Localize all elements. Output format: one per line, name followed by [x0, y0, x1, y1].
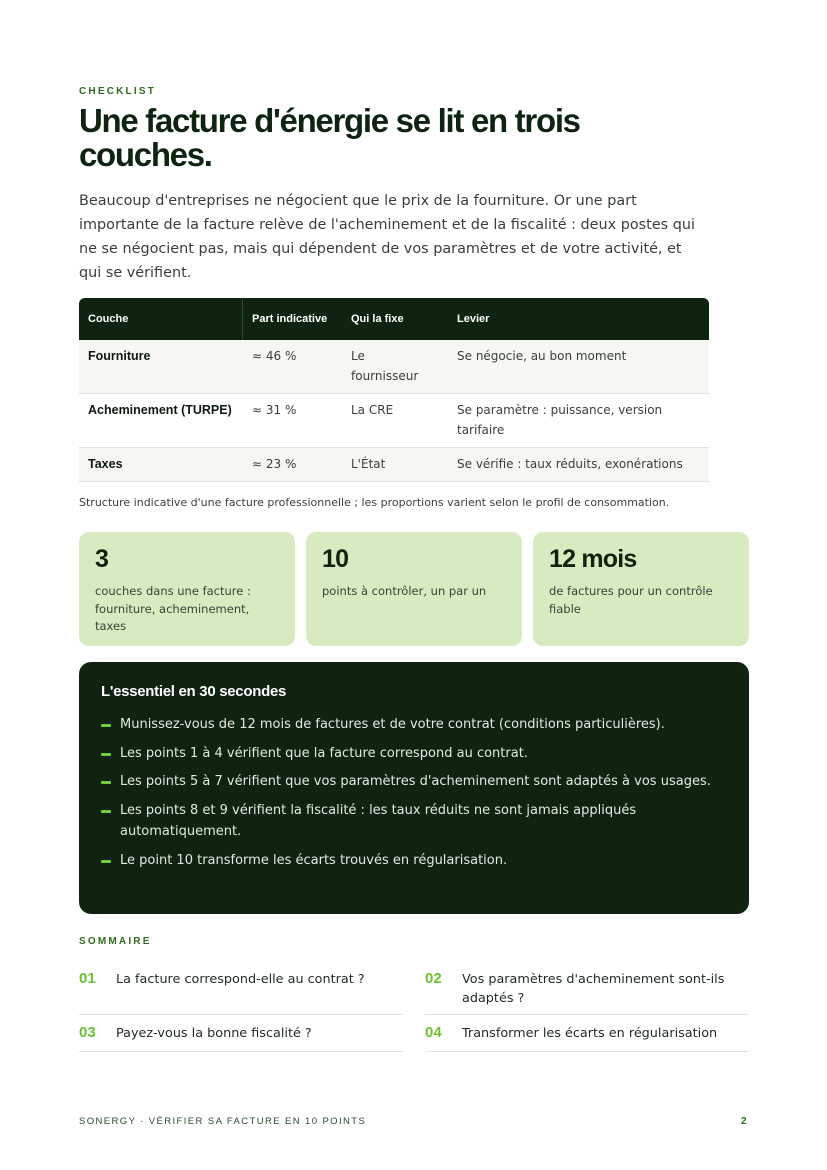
- dash-bullet-icon: [101, 753, 111, 756]
- table-cell: Se paramètre : puissance, version tarifaire: [457, 403, 663, 437]
- list-item-text: Les points 1 à 4 vérifient que la facture correspond au contrat.: [120, 745, 528, 761]
- stat-label: couches dans une facture : fourniture, acheminement, taxes: [95, 584, 251, 633]
- list-item: [101, 743, 727, 765]
- eyebrow-label: CHECKLIST: [79, 86, 157, 97]
- table-cell: Se vérifie : taux réduits, exonérations: [457, 457, 683, 471]
- table-cell: ≈ 46 %: [252, 349, 297, 363]
- list-item-text: Les points 5 à 7 vérifient que vos paramètres d'acheminement sont adaptés à vos usages.: [120, 774, 711, 789]
- list-item-text: Les points 8 et 9 vérifient la fiscalité : les taux réduits ne sont jamais appliqués automatiquement.: [120, 802, 637, 839]
- toc-item-04[interactable]: [425, 1023, 749, 1052]
- table-cell: Le fournisseur: [351, 349, 419, 383]
- list-item: [101, 800, 727, 843]
- table-header: [79, 298, 709, 340]
- toc-title: La facture correspond-elle au contrat ?: [116, 972, 365, 987]
- sommaire-label: SOMMAIRE: [79, 936, 152, 947]
- page-number: 2: [741, 1116, 747, 1127]
- toc-number: 01: [79, 970, 96, 987]
- toc-title: Vos paramètres d'acheminement sont-ils adaptés ?: [462, 972, 725, 1006]
- toc-title: Transformer les écarts en régularisation: [462, 1026, 718, 1041]
- dash-bullet-icon: [101, 781, 111, 784]
- table-cell: ≈ 31 %: [252, 403, 297, 417]
- column-header-part: Part indicative: [252, 312, 328, 325]
- essentials-box: [79, 662, 749, 914]
- column-header-levier: Levier: [457, 312, 490, 325]
- column-header-couche: Couche: [88, 312, 129, 325]
- list-item: [101, 850, 727, 872]
- table-cell: Fourniture: [88, 349, 151, 363]
- toc-item-01[interactable]: [79, 969, 403, 1015]
- stat-card: [306, 532, 522, 646]
- stat-card: [533, 532, 749, 646]
- table-cell: La CRE: [351, 403, 394, 417]
- table-cell: Se négocie, au bon moment: [457, 349, 627, 363]
- stat-cards: [79, 532, 749, 646]
- toc-number: 03: [79, 1024, 96, 1041]
- stat-value: 3: [95, 545, 109, 573]
- toc-item-03[interactable]: [79, 1023, 403, 1052]
- toc-item-02[interactable]: [425, 969, 749, 1015]
- table-row: [79, 340, 709, 394]
- table-cell: Acheminement (TURPE): [88, 403, 232, 417]
- header-divider: [242, 298, 243, 340]
- table-row: [79, 448, 709, 482]
- stat-value: 10: [322, 545, 349, 573]
- table-cell: L'État: [351, 457, 386, 471]
- table-cell: Taxes: [88, 457, 123, 471]
- toc-title: Payez-vous la bonne fiscalité ?: [116, 1026, 312, 1041]
- list-item: [101, 714, 727, 736]
- list-item-text: Munissez-vous de 12 mois de factures et de votre contrat (conditions particulières).: [120, 717, 665, 732]
- stat-label: points à contrôler, un par un: [322, 584, 487, 598]
- dash-bullet-icon: [101, 724, 111, 727]
- list-item-text: Le point 10 transforme les écarts trouvés en régularisation.: [120, 852, 508, 868]
- essentials-list: [101, 714, 727, 871]
- invoice-layers-table: [79, 298, 709, 482]
- essentials-title: L'essentiel en 30 secondes: [101, 683, 287, 700]
- footer-label: SONERGY · VÉRIFIER SA FACTURE EN 10 POINTS: [79, 1116, 367, 1127]
- stat-value: 12 mois: [549, 545, 637, 573]
- toc-number: 02: [425, 970, 442, 987]
- table-cell: ≈ 23 %: [252, 457, 297, 471]
- toc-number: 04: [425, 1024, 442, 1041]
- list-item: [101, 771, 727, 793]
- stat-card: [79, 532, 295, 646]
- page-title: Une facture d'énergie se lit en trois couches.: [79, 102, 580, 173]
- stat-label: de factures pour un contrôle fiable: [549, 584, 713, 616]
- table-row: [79, 394, 709, 448]
- dash-bullet-icon: [101, 810, 111, 813]
- dash-bullet-icon: [101, 860, 111, 863]
- table-note: Structure indicative d'une facture professionnelle ; les proportions varient selon le profil de consommation.: [79, 496, 670, 509]
- column-header-qui: Qui la fixe: [351, 312, 404, 325]
- intro-paragraph: Beaucoup d'entreprises ne négocient que le prix de la fourniture. Or une part importante de la facture relève de l'acheminement et de la fiscalité : deux postes qui ne se négocient pas, mais qui dépendent de vos paramètres et de votre activité, et qui se vérifient.: [79, 193, 696, 281]
